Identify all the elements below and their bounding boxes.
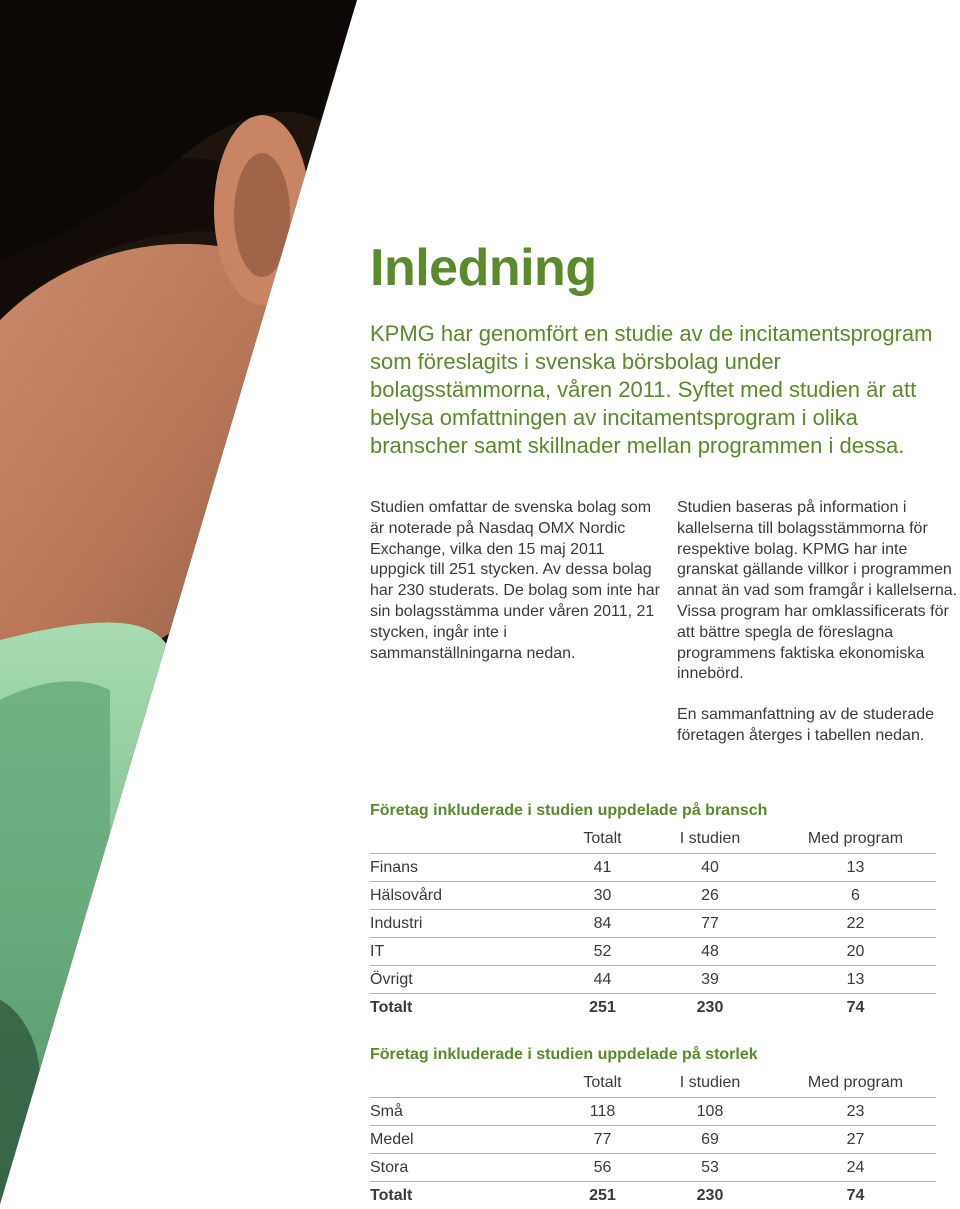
intro-paragraph: KPMG har genomfört en studie av de incitamentsprogram som föreslagits i svenska börsbolag under bolagsstämmorna, våren 2011. Syftet med studien är att belysa omfattningen av incitamentsprogram i olika branscher samt skillnader mellan programmen i dessa. bbox=[370, 320, 955, 460]
cover-photo bbox=[0, 0, 360, 1204]
table-row bbox=[370, 910, 936, 938]
cell: 56 bbox=[560, 1154, 645, 1182]
table-row bbox=[370, 854, 936, 882]
table-header-row bbox=[370, 825, 936, 854]
row-label: IT bbox=[370, 938, 560, 966]
cell: 251 bbox=[560, 1182, 645, 1209]
cell: 39 bbox=[645, 966, 775, 994]
cell: 230 bbox=[645, 1182, 775, 1209]
row-label: Hälsovård bbox=[370, 882, 560, 910]
left-column bbox=[370, 498, 660, 684]
row-label: Totalt bbox=[370, 1182, 560, 1209]
industry-table bbox=[370, 825, 936, 1021]
cell: 53 bbox=[645, 1154, 775, 1182]
table-row bbox=[370, 882, 936, 910]
cell: 26 bbox=[645, 882, 775, 910]
header-cell: Totalt bbox=[560, 825, 645, 854]
cell: 74 bbox=[775, 1182, 936, 1209]
cell: 24 bbox=[775, 1154, 936, 1182]
cell: 52 bbox=[560, 938, 645, 966]
cell: 77 bbox=[560, 1126, 645, 1154]
page-title: Inledning bbox=[370, 238, 597, 298]
header-cell bbox=[370, 825, 560, 854]
row-label: Industri bbox=[370, 910, 560, 938]
cell: 118 bbox=[560, 1098, 645, 1126]
cell: 251 bbox=[560, 994, 645, 1022]
row-label: Stora bbox=[370, 1154, 560, 1182]
cell: 20 bbox=[775, 938, 936, 966]
header-cell: I studien bbox=[645, 825, 775, 854]
header-cell: Med program bbox=[775, 825, 936, 854]
right-column-paragraph-2: En sammanfattning av de studerade företagen återges i tabellen nedan. bbox=[677, 705, 960, 747]
row-label: Medel bbox=[370, 1126, 560, 1154]
cell: 6 bbox=[775, 882, 936, 910]
cell: 30 bbox=[560, 882, 645, 910]
table-total-row bbox=[370, 1182, 936, 1209]
cell: 41 bbox=[560, 854, 645, 882]
cell: 40 bbox=[645, 854, 775, 882]
left-column-text: Studien omfattar de svenska bolag som är noterade på Nasdaq OMX Nordic Exchange, vilka den 15 maj 2011 uppgick till 251 stycken. Av dessa bolag har 230 studerats. De bolag som inte har sin bolagsstämma under våren 2011, 21 stycken, ingår inte i sammanställningarna nedan. bbox=[370, 498, 660, 664]
table-row bbox=[370, 1098, 936, 1126]
cell: 44 bbox=[560, 966, 645, 994]
table-row bbox=[370, 1126, 936, 1154]
size-table bbox=[370, 1069, 936, 1209]
cell: 23 bbox=[775, 1098, 936, 1126]
cell: 13 bbox=[775, 966, 936, 994]
cell: 48 bbox=[645, 938, 775, 966]
cell: 230 bbox=[645, 994, 775, 1022]
header-cell: Totalt bbox=[560, 1069, 645, 1098]
cell: 84 bbox=[560, 910, 645, 938]
table-row bbox=[370, 1154, 936, 1182]
right-column bbox=[677, 498, 960, 767]
table-title-size: Företag inkluderade i studien uppdelade på storlek bbox=[370, 1046, 758, 1064]
header-cell: I studien bbox=[645, 1069, 775, 1098]
header-cell bbox=[370, 1069, 560, 1098]
cell: 22 bbox=[775, 910, 936, 938]
cell: 13 bbox=[775, 854, 936, 882]
table-row bbox=[370, 938, 936, 966]
cell: 27 bbox=[775, 1126, 936, 1154]
right-column-paragraph-1: Studien baseras på information i kallelserna till bolagsstämmorna för respektive bolag. KPMG har inte granskat gällande villkor i programmen annat än vad som framgår i kallelserna. Vissa program har omklassificerats för att bättre spegla de föreslagna programmens faktiska ekonomiska innebörd. bbox=[677, 498, 960, 685]
row-label: Totalt bbox=[370, 994, 560, 1022]
row-label: Finans bbox=[370, 854, 560, 882]
row-label: Små bbox=[370, 1098, 560, 1126]
cell: 69 bbox=[645, 1126, 775, 1154]
cell: 77 bbox=[645, 910, 775, 938]
table-row bbox=[370, 966, 936, 994]
header-cell: Med program bbox=[775, 1069, 936, 1098]
table-header-row bbox=[370, 1069, 936, 1098]
cell: 74 bbox=[775, 994, 936, 1022]
table-title-industry: Företag inkluderade i studien uppdelade på bransch bbox=[370, 802, 767, 820]
table-total-row bbox=[370, 994, 936, 1022]
cell: 108 bbox=[645, 1098, 775, 1126]
row-label: Övrigt bbox=[370, 966, 560, 994]
